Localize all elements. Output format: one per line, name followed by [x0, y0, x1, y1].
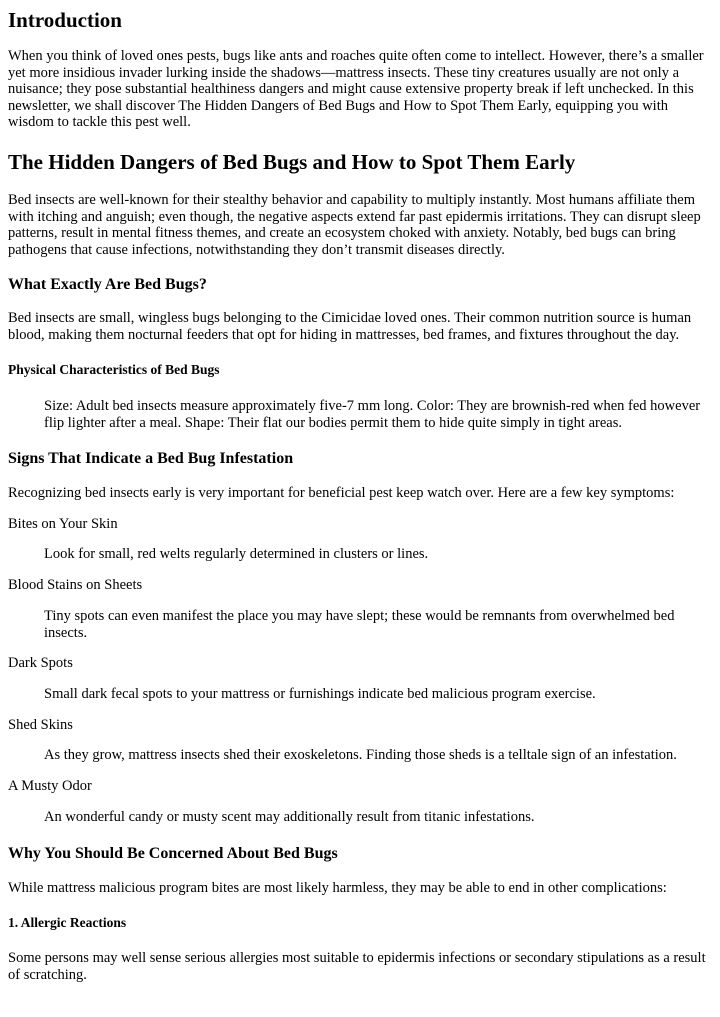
intro-heading: Introduction — [8, 8, 122, 32]
allergic-paragraph: Some persons may well sense serious allergies most suitable to epidermis infections or secondary stipulations as a result of scratching. — [8, 950, 706, 983]
concern-heading: Why You Should Be Concerned About Bed Bugs — [8, 845, 338, 862]
signs-intro: Recognizing bed insects early is very important for beneficial pest keep watch over. Here are a few key symptoms: — [8, 485, 675, 501]
sign-term: Blood Stains on Sheets — [8, 577, 143, 593]
sign-term: A Musty Odor — [8, 778, 92, 794]
main-heading: The Hidden Dangers of Bed Bugs and How to Spot Them Early — [8, 150, 576, 174]
sign-term: Bites on Your Skin — [8, 516, 118, 532]
sign-description: An wonderful candy or musty scent may additionally result from titanic infestations. — [44, 809, 535, 825]
what-paragraph: Bed insects are small, wingless bugs belonging to the Cimicidae loved ones. Their common nutrition source is human blood, making them nocturnal feeders that opt for hiding in mattresses, bed frames, and fixtures throughout the day. — [8, 310, 692, 343]
signs-heading: Signs That Indicate a Bed Bug Infestation — [8, 450, 294, 467]
main-paragraph: Bed insects are well-known for their stealthy behavior and capability to multiply instantly. Most humans affiliate them with itching and anguish; even though, the negative aspects extend far past epidermis irritations. They can disrupt sleep patterns, result in mental fitness themes, and create an ecosystem choked with anxiety. Notably, bed bugs can bring pathogens that cause infections, notwithstanding they don’t transmit diseases directly. — [8, 192, 701, 258]
what-heading: What Exactly Are Bed Bugs? — [8, 276, 207, 293]
sign-term: Dark Spots — [8, 655, 73, 671]
sign-description: As they grow, mattress insects shed their exoskeletons. Finding those sheds is a telltale sign of an infestation. — [44, 747, 677, 763]
sign-description: Tiny spots can even manifest the place you may have slept; these would be remnants from overwhelmed bed insects. — [44, 608, 675, 641]
sign-description: Look for small, red welts regularly determined in clusters or lines. — [44, 546, 429, 562]
physical-heading: Physical Characteristics of Bed Bugs — [8, 362, 220, 377]
physical-description: Size: Adult bed insects measure approximately five-7 mm long. Color: They are brownish-red when fed however flip lighter after a meal. Shape: Their flat our bodies permit them to hide quite simply in tight areas. — [44, 398, 701, 431]
intro-paragraph: When you think of loved ones pests, bugs like ants and roaches quite often come to intellect. However, there’s a smaller yet more insidious invader lurking inside the shadows—mattress insects. These tiny creatures usually are not only a nuisance; they pose substantial healthiness dangers and might cause extensive property break if left unchecked. In this newsletter, we shall discover The Hidden Dangers of Bed Bugs and How to Spot Them Early, equipping you with wisdom to tackle this pest well. — [8, 48, 704, 130]
sign-description: Small dark fecal spots to your mattress or furnishings indicate bed malicious program exercise. — [44, 686, 596, 702]
sign-term: Shed Skins — [8, 717, 73, 733]
concern-paragraph: While mattress malicious program bites are most likely harmless, they may be able to end in other complications: — [8, 880, 667, 896]
allergic-heading: 1. Allergic Reactions — [8, 915, 127, 930]
